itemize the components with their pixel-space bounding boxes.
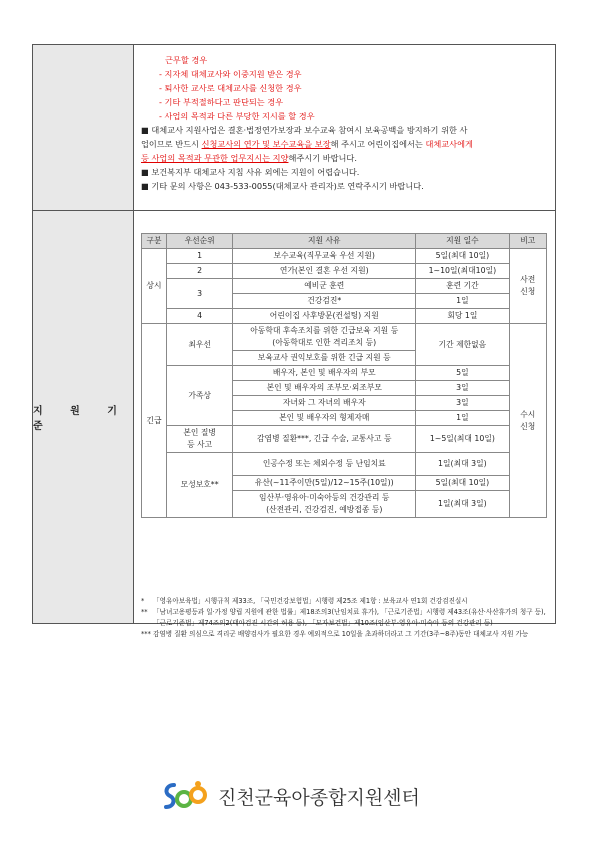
cat-illness: 본인 질병 등 사고 — [166, 426, 232, 453]
reason-cell: 건강검진* — [233, 294, 416, 309]
para1-line-b2: 해 주시고 어린이집에서는 — [330, 139, 426, 149]
days-cell: 1~10일(최대10일) — [416, 264, 509, 279]
cat-mosung: 모성보호** — [166, 453, 232, 518]
reason-cell: 보육교사 권익보호를 위한 긴급 지원 등 — [233, 351, 416, 366]
table-row — [142, 279, 547, 294]
table-row — [142, 249, 547, 264]
red-item-3: - 기타 부적절하다고 판단되는 경우 — [159, 97, 284, 107]
rank-cell: 4 — [166, 309, 232, 324]
table-row — [142, 309, 547, 324]
reason-cell: 보수교육(직무교육 우선 지원) — [233, 249, 416, 264]
para1-line-b1: 업이므로 반드시 — [141, 139, 202, 149]
notice-row — [33, 45, 555, 211]
table-row — [142, 366, 547, 381]
footnote-text: 「영유아보육법」시행규칙 제33조, 「국민건강보험법」시행령 제25조 제1항 : 보육교사 연1회 건강검진실시 — [153, 597, 468, 605]
days-cell: 3일 — [416, 396, 509, 411]
days-cell: 1~5일(최대 10일) — [416, 426, 509, 453]
footnote-text: 「남녀고용평등과 일·가정 양립 지원에 관한 법률」제18조의3(난임치료 휴가), 「근로기준법」시행령 제43조(유산·사산휴가의 청구 등), 「근로기준법」제74조의2(태아검진 시간의 허용 등), 「모자보건법」제10조(임산부·영유아·미숙아 등의 건강관리 등) — [153, 608, 546, 627]
rank-cell: 1 — [166, 249, 232, 264]
reason-cell — [233, 491, 416, 518]
cat-choeuseon: 최우선 — [166, 324, 232, 366]
days-cell: 3일 — [416, 381, 509, 396]
col-header: 비고 — [509, 234, 546, 249]
col-header: 지원 일수 — [416, 234, 509, 249]
footnote — [141, 607, 551, 629]
para1-line-c2: 해주시기 바랍니다. — [288, 153, 357, 163]
note-susi: 수시 신청 — [509, 324, 546, 518]
reason-cell: 인공수정 또는 체외수정 등 난임치료 — [233, 453, 416, 476]
note-sajeon: 사전 신청 — [509, 249, 546, 324]
notice-line0: 근무할 경우 — [165, 55, 208, 65]
rank-cell: 3 — [166, 279, 232, 309]
reason-cell: 배우자, 본인 및 배우자의 부모 — [233, 366, 416, 381]
col-header: 우선순위 — [166, 234, 232, 249]
reason-cell: 예비군 훈련 — [233, 279, 416, 294]
criteria-row — [33, 211, 555, 638]
reason-line: (아동학대로 인한 격리조치 등) — [272, 338, 377, 347]
days-cell: 1일 — [416, 411, 509, 426]
days-cell: 회당 1일 — [416, 309, 509, 324]
rank-cell: 2 — [166, 264, 232, 279]
footer — [160, 778, 420, 814]
center-logo-icon — [160, 779, 210, 813]
notice-row-header — [33, 45, 134, 210]
footnote-mark: ** — [141, 608, 148, 616]
reason-cell: 연가(본인 결혼 우선 지원) — [233, 264, 416, 279]
days-cell: 훈련 기간 — [416, 279, 509, 294]
para3: ■ 기타 문의 사항은 043-533-0055(대체교사 관리자)로 연락주시기 바랍니다. — [141, 181, 424, 191]
days-cell: 5일 — [416, 366, 509, 381]
group-gingeup: 긴급 — [142, 324, 167, 518]
notice-body — [141, 53, 551, 193]
days-cell: 1일(최대 3일) — [416, 491, 509, 518]
reason-line: (산전관리, 건강검진, 예방접종 등) — [266, 505, 383, 514]
col-header: 지원 사유 — [233, 234, 416, 249]
group-sangsi: 상시 — [142, 249, 167, 324]
criteria-table — [141, 233, 547, 518]
para1 — [141, 123, 551, 165]
red-item-2: - 퇴사한 교사로 대체교사를 신청한 경우 — [159, 83, 302, 93]
para1-line-a: ■ 대체교사 지원사업은 결혼·법정연가보장과 보수교육 참여시 보육공백을 방지하기 위한 사 — [141, 125, 468, 135]
red-item-4: - 사업의 목적과 다른 부당한 지시를 할 경우 — [159, 111, 315, 121]
reason-line: 아동학대 후속조치를 위한 긴급보육 지원 등 — [250, 326, 399, 335]
para2: ■ 보건복지부 대체교사 지침 사유 외에는 지원이 어렵습니다. — [141, 167, 360, 177]
footnote — [141, 629, 551, 640]
reason-cell: 감염병 질환***, 긴급 수술, 교통사고 등 — [233, 426, 416, 453]
table-header-row — [142, 234, 547, 249]
red-item-1: - 지자체 대체교사와 이중지원 받은 경우 — [159, 69, 302, 79]
reason-line: 임산부·영유아·미숙아등의 건강관리 등 — [259, 493, 390, 502]
reason-cell: 본인 및 배우자의 형제자매 — [233, 411, 416, 426]
footnotes — [141, 596, 551, 640]
table-row — [142, 426, 547, 453]
para1-red-2: 대체교사에게 — [425, 139, 473, 149]
days-cell: 5일(최대 10일) — [416, 476, 509, 491]
footnote-mark: * — [141, 597, 145, 605]
reason-cell: 유산(~11주이만(5일)/12~15주(10일)) — [233, 476, 416, 491]
table-row — [142, 453, 547, 476]
days-cell: 기간 제한없음 — [416, 324, 509, 366]
days-cell: 1일 — [416, 294, 509, 309]
days-cell: 1일(최대 3일) — [416, 453, 509, 476]
para1-red-1: 신청교사의 연가 및 보수교육을 보장 — [201, 139, 331, 149]
center-name: 진천군육아종합지원센터 — [218, 786, 420, 809]
reason-cell: 자녀와 그 자녀의 배우자 — [233, 396, 416, 411]
reason-cell: 어린이집 사후방문(컨설팅) 지원 — [233, 309, 416, 324]
table-row — [142, 324, 547, 351]
footnote — [141, 596, 551, 607]
para1-red-3: 등 사업의 목적과 무관한 업무지시는 지양 — [141, 153, 289, 163]
days-cell: 5일(최대 10일) — [416, 249, 509, 264]
footnote-mark: *** — [141, 630, 151, 638]
cat-gachoksang: 가족상 — [166, 366, 232, 426]
col-header: 구분 — [142, 234, 167, 249]
document-frame — [32, 44, 556, 638]
reason-cell — [233, 324, 416, 351]
reason-cell: 본인 및 배우자의 조부모·외조부모 — [233, 381, 416, 396]
table-row — [142, 264, 547, 279]
section-label: 지 원 기 준 — [33, 211, 134, 623]
footnote-text: 감염병 질환 의심으로 격리군 배양검사가 필요한 경우 예외적으로 10일을 초과하더라고 그 기간(3주~8주)동안 대체교사 지원 가능 — [153, 630, 529, 638]
